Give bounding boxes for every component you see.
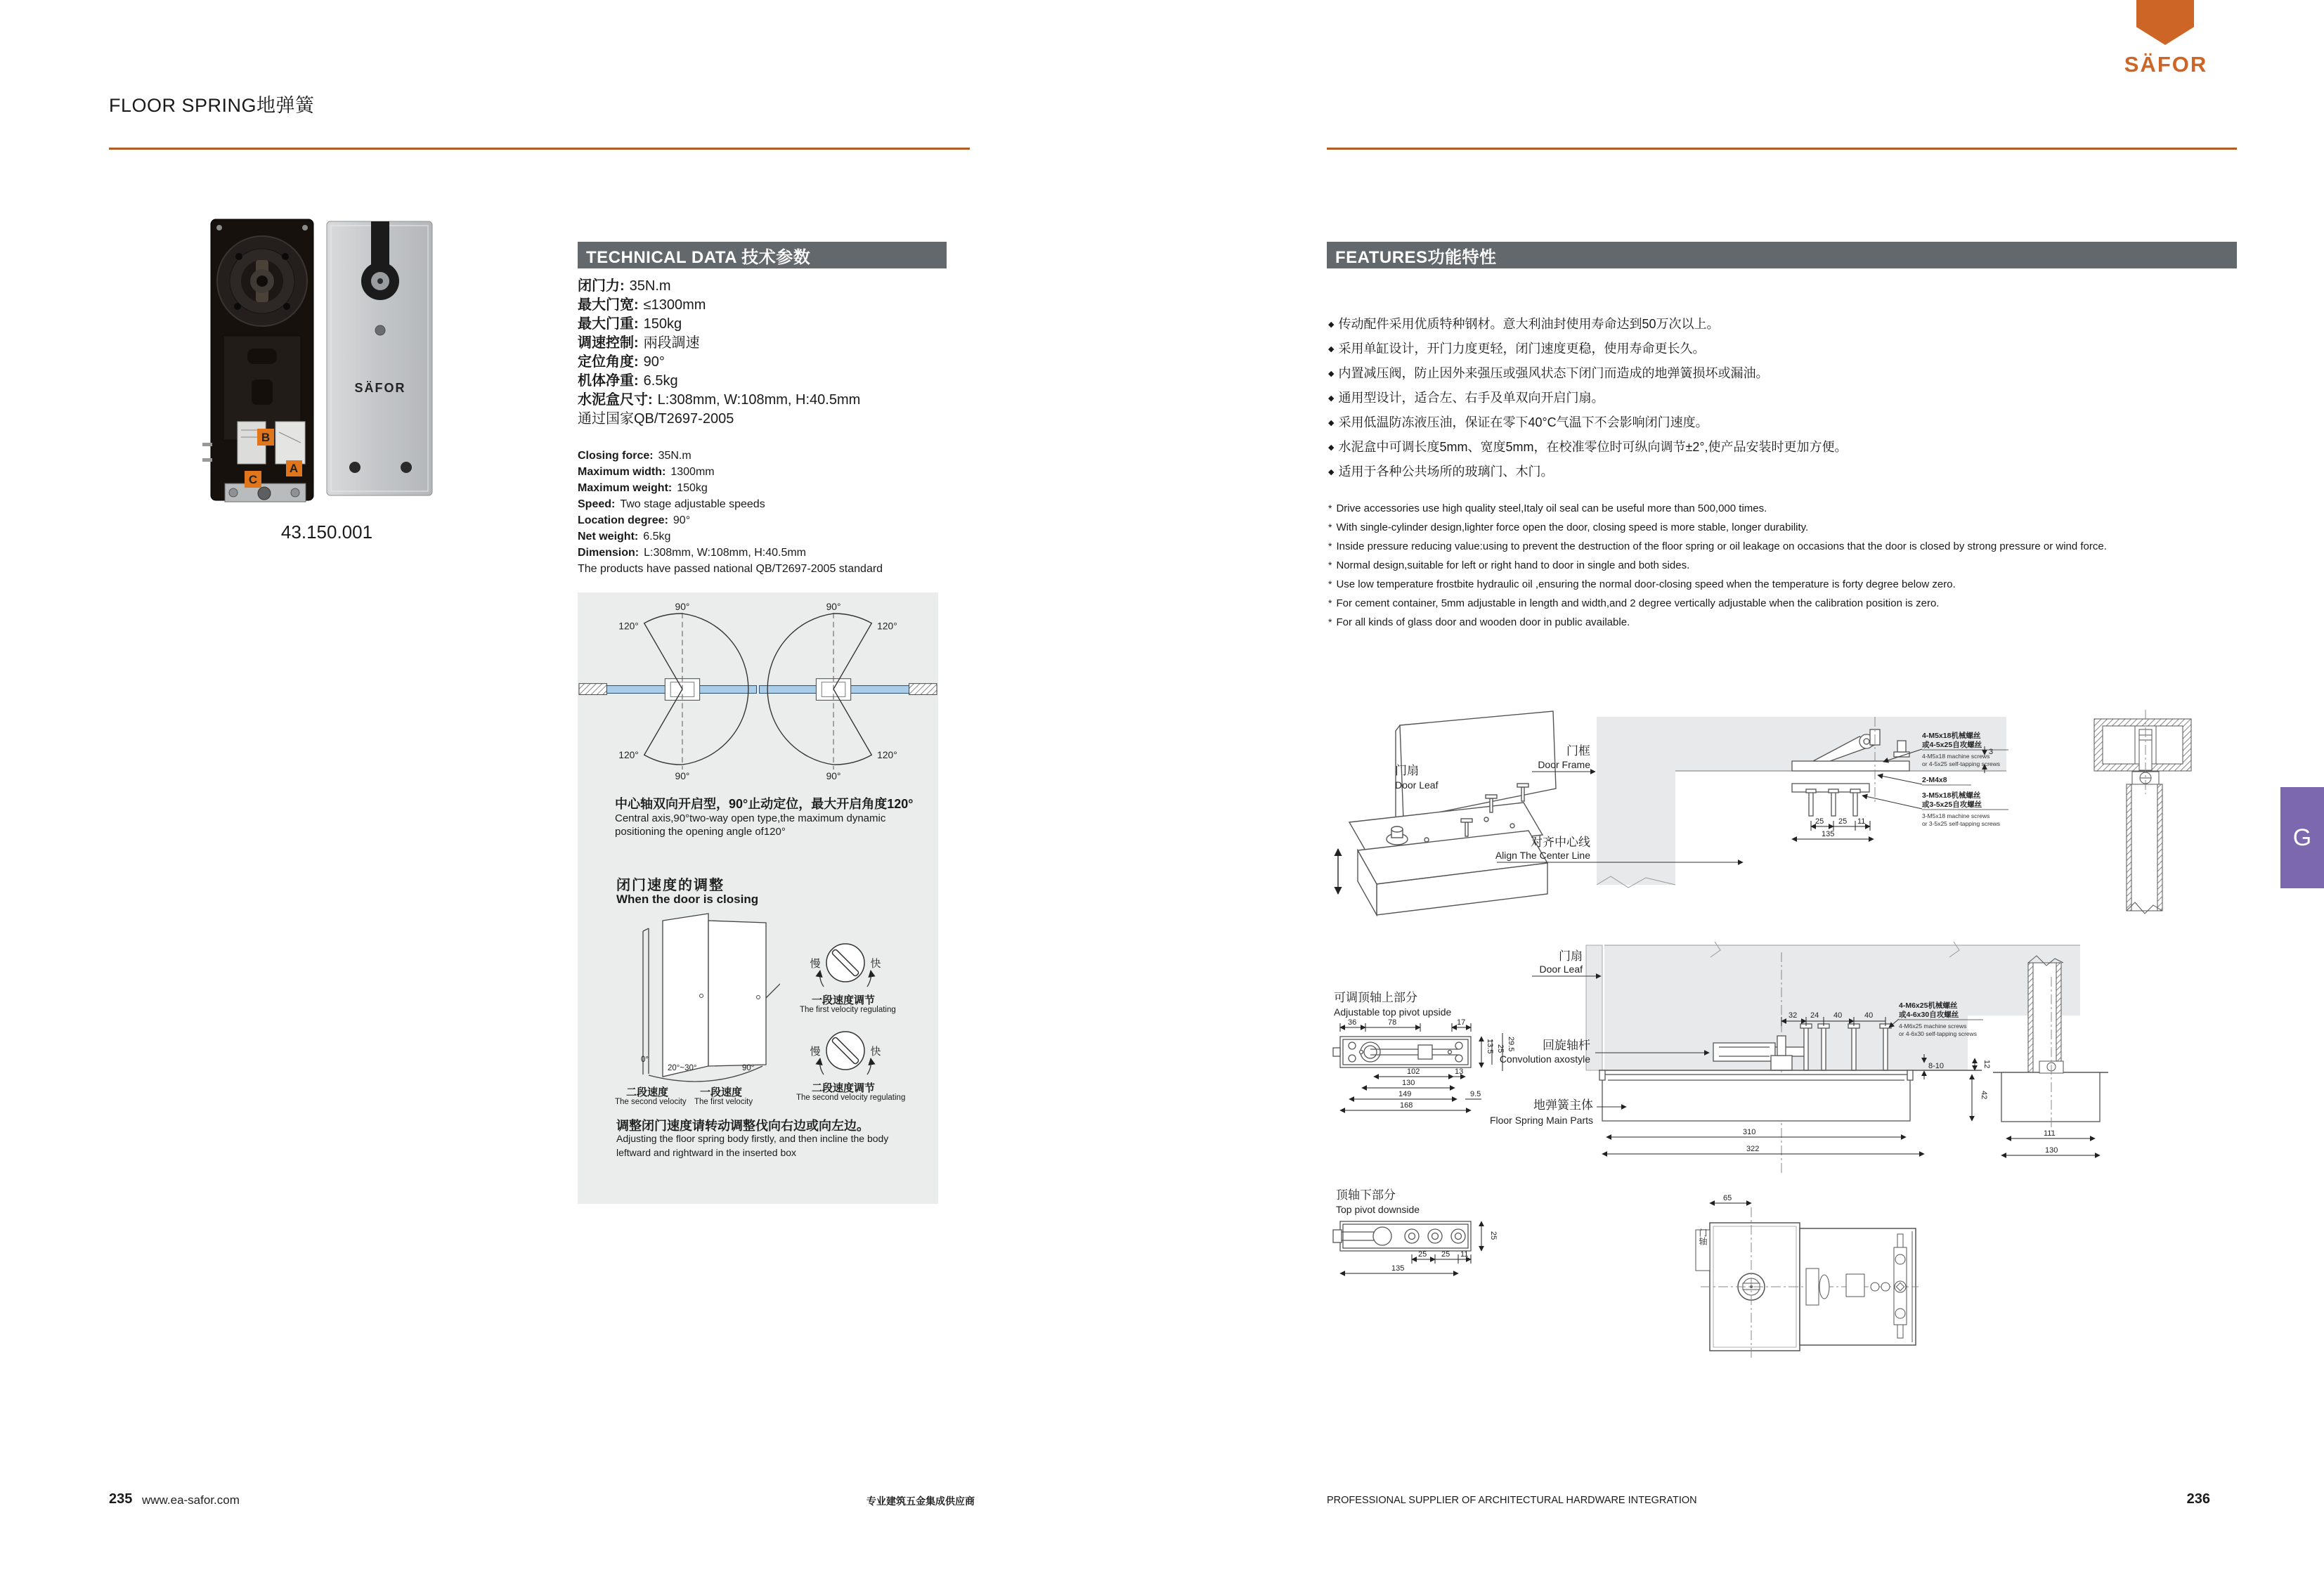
section-tab-g — [2280, 787, 2324, 888]
section-tab-letter: G — [2292, 824, 2312, 851]
reg2-cn: 二段速度调节 — [812, 1082, 876, 1094]
door-leaf-label-cn: 门扇 — [1395, 764, 1419, 777]
product-photo — [197, 211, 450, 506]
page-number-right: 236 — [2186, 1491, 2210, 1507]
closing-angle-90: 90° — [742, 1064, 755, 1072]
spec-row: Net weight: 6.5kg — [578, 531, 671, 543]
dim: 25 — [1441, 1250, 1450, 1259]
spec-row: 闭门力: 35N.m — [578, 278, 671, 294]
plan-view — [1696, 1203, 1919, 1358]
main-parts-label-cn: 地弹簧主体 — [1533, 1098, 1593, 1112]
bullet-icon: * — [1328, 597, 1332, 609]
dial-fast-label: 快 — [870, 1046, 881, 1058]
svg-text:2-M4x8: 2-M4x8 — [1922, 776, 1947, 784]
door-leaf-label-en: Door Leaf — [1395, 779, 1439, 791]
feature-item: ◆ 适用于各种公共场所的玻璃门、木门。 — [1328, 465, 1554, 479]
bullet-icon: ◆ — [1328, 468, 1335, 476]
footer-cn: 专业建筑五金集成供应商 — [866, 1495, 975, 1507]
angle-label: 120° — [877, 749, 897, 761]
dim: 3 — [1989, 748, 1994, 756]
spec-row: Closing force: 35N.m — [578, 450, 692, 462]
first-velocity-en: The first velocity — [694, 1098, 753, 1106]
pivot-down-title-cn: 顶轴下部分 — [1336, 1188, 1396, 1202]
angle-label: 90° — [826, 602, 841, 613]
screw-note-2 — [1878, 775, 1971, 785]
svg-text:3-M5x18机械螺丝: 3-M5x18机械螺丝 — [1922, 791, 1981, 800]
page-title: FLOOR SPRING地弹簧 — [109, 95, 315, 116]
pivot-down-title-en: Top pivot downside — [1336, 1204, 1420, 1215]
angle-label: 120° — [877, 620, 897, 632]
dim: 130 — [2045, 1146, 2058, 1155]
tag-c: C — [248, 473, 258, 486]
technical-drawings — [1321, 682, 2242, 1413]
spec-row: 定位角度: 90° — [578, 354, 665, 370]
bullet-icon: * — [1328, 540, 1332, 552]
closing-note-en1: Adjusting the floor spring body firstly, and then incline the body — [616, 1133, 889, 1144]
dial-slow-label: 慢 — [810, 958, 821, 970]
feature-item: * Use low temperature frostbite hydraulic oil ,ensuring the normal door-closing speed when the temperature is forty degree below zero. — [1328, 578, 1956, 590]
spec-row: Speed: Two stage adjustable speeds — [578, 498, 765, 510]
feature-item: * For all kinds of glass door and wooden door in public available. — [1328, 616, 1630, 628]
svg-text:或3-5x25自攻螺丝: 或3-5x25自攻螺丝 — [1922, 800, 1982, 809]
door-axis-label: 门轴 — [1698, 1228, 1708, 1245]
door-leaf-label2-cn: 门扇 — [1559, 949, 1583, 963]
bullet-icon: * — [1328, 578, 1332, 590]
feature-item: ◆ 内置减压阀，防止因外来强压或强风状态下闭门而造成的地弹簧损坏或漏油。 — [1328, 366, 1769, 380]
feature-item: * Normal design,suitable for left or right hand to door in single and both sides. — [1328, 559, 1690, 571]
screw-note-3 — [1862, 791, 2008, 827]
svg-text:or 4-5x25 self-tapping screws: or 4-5x25 self-tapping screws — [1922, 760, 2001, 767]
feature-item: ◆ 采用低温防冻液压油，保证在零下40°C气温下不会影响闭门速度。 — [1328, 415, 1708, 429]
dim: 135 — [1822, 830, 1835, 838]
dim: 24 — [1810, 1011, 1819, 1020]
cement-box-section — [1599, 1070, 1913, 1121]
adj-pivot-title-en: Adjustable top pivot upside — [1334, 1006, 1452, 1018]
features-title: FEATURES功能特性 — [1335, 247, 1497, 267]
tag-b: B — [261, 431, 271, 444]
dim: 11 — [1857, 817, 1866, 826]
svg-text:4-M5x18机械螺丝: 4-M5x18机械螺丝 — [1922, 732, 1981, 740]
tag-b-badge — [257, 429, 274, 446]
dim: 102 — [1407, 1067, 1420, 1076]
svg-text:4-M6x25 machine screws: 4-M6x25 machine screws — [1899, 1023, 1967, 1030]
dim: 17 — [1457, 1018, 1466, 1027]
dim: 25 — [1815, 817, 1824, 826]
spec-row: Maximum width: 1300mm — [578, 466, 715, 478]
dial-fast-label: 快 — [870, 958, 881, 970]
bullet-icon: ◆ — [1328, 345, 1335, 353]
dim: 13.5 — [1486, 1039, 1494, 1054]
dim: 25 — [1838, 817, 1848, 826]
angle-caption-en1: Central axis,90°two-way open type,the maximum dynamic — [615, 812, 886, 824]
closing-note-en2: leftward and rightward in the inserted box — [616, 1147, 797, 1158]
align-center-label-cn: 对齐中心线 — [1531, 836, 1590, 849]
spec-row: 调速控制: 兩段調速 — [578, 335, 700, 351]
door-leaf-label2-en: Door Leaf — [1539, 963, 1583, 975]
bullet-icon: ◆ — [1328, 419, 1335, 427]
tag-a-badge — [286, 460, 302, 476]
bullet-icon: ◆ — [1328, 394, 1335, 403]
svg-text:4-M6x25机械螺丝: 4-M6x25机械螺丝 — [1899, 1001, 1958, 1010]
bullet-icon: ◆ — [1328, 370, 1335, 378]
svg-text:or 4-6x30 self-tapping screws: or 4-6x30 self-tapping screws — [1899, 1030, 1978, 1037]
dim: 29.5 — [1507, 1037, 1515, 1052]
spec-row: 水泥盒尺寸: L:308mm, W:108mm, H:40.5mm — [578, 392, 861, 408]
dim: 32 — [1789, 1011, 1798, 1020]
dim: 40 — [1864, 1011, 1874, 1020]
dim: 168 — [1400, 1101, 1413, 1110]
dim: 40 — [1833, 1011, 1843, 1020]
title-rule-right — [1327, 148, 2237, 150]
svg-text:4-M5x18 machine screws: 4-M5x18 machine screws — [1922, 753, 1990, 760]
dim: 322 — [1746, 1145, 1760, 1153]
dim: 130 — [1402, 1079, 1415, 1087]
reg1-cn: 一段速度调节 — [812, 994, 876, 1006]
door-frame-label-cn: 门框 — [1566, 744, 1590, 758]
angle-caption-cn: 中心轴双向开启型，90°止动定位，最大开启角度120° — [615, 797, 914, 811]
closing-note-cn: 调整闭门速度请转动调整伐向右边或向左边。 — [616, 1119, 869, 1133]
spec-row: 机体净重: 6.5kg — [578, 373, 678, 389]
footer-en: PROFESSIONAL SUPPLIER OF ARCHITECTURAL HARDWARE INTEGRATION — [1327, 1495, 1697, 1506]
brand-pentagon-icon — [2136, 0, 2194, 45]
angle-label: 90° — [675, 602, 690, 613]
cover-engraving: SÄFOR — [354, 381, 406, 395]
dim: 8-10 — [1928, 1062, 1945, 1070]
title-rule-left — [109, 148, 970, 150]
dim: 13 — [1455, 1067, 1464, 1076]
convolution-label-en: Convolution axostyle — [1499, 1053, 1590, 1065]
second-velocity-en: The second velocity — [615, 1098, 687, 1106]
bullet-icon: * — [1328, 616, 1332, 628]
page-number-left: 235 — [109, 1491, 133, 1507]
angle-label: 120° — [618, 749, 639, 761]
feature-item: ◆ 采用单缸设计，开门力度更轻，闭门速度更稳，使用寿命更长久。 — [1328, 342, 1706, 356]
technical-data-header — [578, 242, 947, 268]
bullet-icon: * — [1328, 521, 1332, 533]
specs-cn — [578, 277, 860, 429]
exploded-view — [1338, 711, 1556, 915]
closing-title-cn: 闭门速度的调整 — [616, 878, 725, 893]
feature-item: * For cement container, 5mm adjustable in length and width,and 2 degree vertically adjustable when the calibration position is zero. — [1328, 597, 1940, 609]
frame-side-view — [2094, 710, 2191, 914]
spec-row: 最大门重: 150kg — [578, 316, 682, 332]
features-header — [1327, 242, 2237, 268]
reg2-en: The second velocity regulating — [796, 1093, 906, 1102]
dim: 65 — [1723, 1194, 1732, 1202]
feature-item: * With single-cylinder design,lighter force open the door, closing speed is more stable, longer durability. — [1328, 521, 1809, 533]
door-closing-diagram — [604, 910, 780, 1086]
feature-item: * Inside pressure reducing value:using to prevent the destruction of the floor spring or oil leakage on occasions that the door is closed by strong pressure or wind force. — [1328, 540, 2107, 552]
top-pivot-downside-drawing — [1333, 1221, 1471, 1251]
spec-row: Dimension: L:308mm, W:108mm, H:40.5mm — [578, 547, 807, 559]
spec-row: The products have passed national QB/T2697-2005 standard — [578, 563, 883, 575]
footer-site: www.ea-safor.com — [142, 1493, 240, 1507]
svg-text:或4-6x30自攻螺丝: 或4-6x30自攻螺丝 — [1899, 1011, 1959, 1019]
model-number: 43.150.001 — [280, 521, 373, 543]
align-center-label-en: Align The Center Line — [1495, 850, 1590, 861]
svg-text:or 3-5x25 self-tapping screws: or 3-5x25 self-tapping screws — [1922, 820, 2001, 827]
spec-row: Location degree: 90° — [578, 514, 691, 526]
bullet-icon: * — [1328, 559, 1332, 571]
spec-row: 最大门宽: ≤1300mm — [578, 297, 706, 313]
spec-row: Maximum weight: 150kg — [578, 482, 708, 494]
dim: 36 — [1348, 1018, 1357, 1027]
bullet-icon: ◆ — [1328, 443, 1335, 452]
features-en — [1328, 499, 2107, 632]
feature-item: ◆ 传动配件采用优质特种钢材。意大利油封使用寿命达到50万次以上。 — [1328, 317, 1720, 331]
angle-label: 90° — [826, 770, 841, 781]
reg1-en: The first velocity regulating — [800, 1006, 896, 1014]
dim: 111 — [2044, 1129, 2056, 1138]
angle-label: 120° — [618, 620, 639, 632]
spec-row: 通过国家QB/T2697-2005 — [578, 411, 734, 427]
tag-a: A — [289, 462, 299, 475]
angle-caption-en2: positioning the opening angle of120° — [615, 826, 786, 838]
brand-logo: SÄFOR — [2124, 52, 2208, 77]
feature-item: * Drive accessories use high quality steel,Italy oil seal can be useful more than 500,000 times. — [1328, 502, 1767, 514]
dim: 25 — [1418, 1250, 1427, 1259]
feature-item: ◆ 水泥盒中可调长度5mm、宽度5mm，在校准零位时可纵向调节±2°,使产品安装时更加方便。 — [1328, 440, 1848, 454]
first-velocity-cn: 一段速度 — [700, 1086, 743, 1098]
features-cn — [1328, 312, 1848, 484]
dim: 25 — [1489, 1231, 1498, 1240]
closing-angle-2030: 20°~30° — [668, 1064, 697, 1072]
bullet-icon: * — [1328, 502, 1332, 514]
angle-label: 90° — [675, 770, 690, 781]
adj-pivot-title-cn: 可调顶轴上部分 — [1334, 991, 1417, 1004]
dial-slow-label: 慢 — [810, 1046, 821, 1058]
feature-item: ◆ 通用型设计，适合左、右手及单双向开启门扇。 — [1328, 391, 1604, 405]
dim: 135 — [1391, 1264, 1405, 1273]
technical-data-title: TECHNICAL DATA 技术参数 — [586, 247, 811, 267]
dim: 149 — [1398, 1090, 1412, 1098]
convolution-label-cn: 回旋轴杆 — [1543, 1039, 1590, 1052]
dim: 42 — [1980, 1091, 1988, 1100]
second-velocity-cn: 二段速度 — [626, 1086, 669, 1098]
closing-title-en: When the door is closing — [616, 893, 759, 906]
dim: 11 — [1460, 1250, 1469, 1259]
main-parts-label-en: Floor Spring Main Parts — [1489, 1115, 1593, 1126]
top-pivot-upside-drawing — [1333, 1037, 1471, 1067]
door-frame-label-en: Door Frame — [1538, 759, 1590, 770]
svg-text:3-M5x18 machine screws: 3-M5x18 machine screws — [1922, 812, 1990, 819]
bullet-icon: ◆ — [1328, 320, 1335, 329]
specs-en — [578, 448, 883, 577]
tag-c-badge — [245, 471, 261, 488]
dim: 78 — [1388, 1018, 1397, 1027]
dim: 12 — [1982, 1060, 1991, 1069]
closing-angle-0: 0° — [641, 1056, 649, 1064]
svg-text:或4-5x25自攻螺丝: 或4-5x25自攻螺丝 — [1922, 741, 1982, 749]
opening-angle-diagram — [578, 602, 938, 781]
dim: 310 — [1743, 1128, 1756, 1136]
dim: 9.5 — [1470, 1090, 1481, 1098]
dim: 25 — [1496, 1044, 1505, 1053]
